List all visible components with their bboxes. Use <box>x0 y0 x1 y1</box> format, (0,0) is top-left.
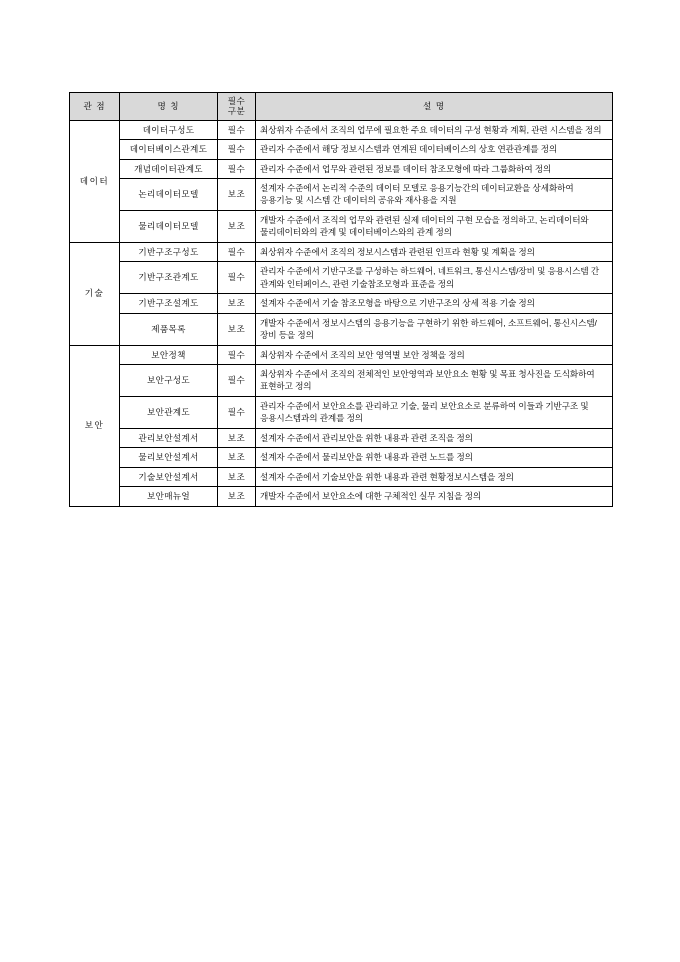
artifact-name: 논리데이터모델 <box>120 178 218 210</box>
artifact-description: 설계자 수준에서 기술보안을 위한 내용과 관련 현황정보시스템을 정의 <box>256 467 613 486</box>
table-row <box>70 364 613 396</box>
column-header-view: 관 점 <box>70 93 120 121</box>
artifact-description: 설계자 수준에서 물리보안을 위한 내용과 관련 노드를 정의 <box>256 448 613 467</box>
artifact-description: 최상위자 수준에서 조직의 업무에 필요한 주요 데이터의 구성 현황과 계획, 관련 시스템을 정의 <box>256 120 613 139</box>
artifact-required: 보조 <box>218 428 256 447</box>
artifact-description: 최상위자 수준에서 조직의 보안 영역별 보안 정책을 정의 <box>256 345 613 364</box>
table-row <box>70 159 613 178</box>
artifact-required: 보조 <box>218 178 256 210</box>
artifact-name: 기반구조관계도 <box>120 262 218 294</box>
column-header-required-line1: 필수 <box>227 96 246 106</box>
artifact-description: 최상위자 수준에서 조직의 정보시스템과 관련된 인프라 현황 및 계획을 정의 <box>256 242 613 261</box>
view-group-label: 데이터 <box>70 120 120 242</box>
artifact-description: 관리자 수준에서 보안요소를 관리하고 기술, 물리 보안요소로 분류하여 이들과 기반구조 및 응용시스템과의 관계를 정의 <box>256 396 613 428</box>
table-row <box>70 262 613 294</box>
artifact-required: 보조 <box>218 448 256 467</box>
column-header-required-line2: 구분 <box>227 106 246 117</box>
artifact-name: 물리데이터모델 <box>120 210 218 242</box>
table-row <box>70 448 613 467</box>
table-row <box>70 428 613 447</box>
artifact-required: 필수 <box>218 140 256 159</box>
table-row <box>70 178 613 210</box>
table-row <box>70 467 613 486</box>
artifact-required: 필수 <box>218 396 256 428</box>
table-header-row <box>70 93 613 121</box>
table-body <box>70 120 613 506</box>
table-row <box>70 210 613 242</box>
column-header-description: 설 명 <box>256 93 613 121</box>
artifact-required: 필수 <box>218 345 256 364</box>
table-container <box>69 92 612 507</box>
column-header-required <box>218 93 256 121</box>
artifact-required: 보조 <box>218 467 256 486</box>
artifact-required: 필수 <box>218 120 256 139</box>
artifact-required: 보조 <box>218 210 256 242</box>
artifact-name: 보안정책 <box>120 345 218 364</box>
view-group-label: 기술 <box>70 242 120 345</box>
artifact-required: 필수 <box>218 159 256 178</box>
table-row <box>70 487 613 506</box>
table-row <box>70 120 613 139</box>
artifact-description: 관리자 수준에서 해당 정보시스템과 연계된 데이터베이스의 상호 연관관계를 정의 <box>256 140 613 159</box>
table-header <box>70 93 613 121</box>
artifact-description: 관리자 수준에서 기반구조를 구성하는 하드웨어, 네트워크, 통신시스템/장비 및 응용시스템 간 관계와 인터페이스, 관련 기술참조모형과 표준을 정의 <box>256 262 613 294</box>
artifact-name: 개념데이터관계도 <box>120 159 218 178</box>
artifact-description: 개발자 수준에서 조직의 업무와 관련된 실제 데이터의 구현 모습을 정의하고, 논리데이터와 물리데이터와의 관계 및 데이터베이스와의 관계 정의 <box>256 210 613 242</box>
artifact-required: 필수 <box>218 262 256 294</box>
artifact-name: 물리보안설계서 <box>120 448 218 467</box>
table-row <box>70 294 613 313</box>
artifact-required: 보조 <box>218 294 256 313</box>
artifact-description: 설계자 수준에서 기술 참조모형을 바탕으로 기반구조의 상세 적용 기술 정의 <box>256 294 613 313</box>
table-row <box>70 242 613 261</box>
artifact-name: 데이터구성도 <box>120 120 218 139</box>
architecture-artifacts-table <box>69 92 613 507</box>
artifact-description: 관리자 수준에서 업무와 관련된 정보를 데이터 참조모형에 따라 그룹화하여 정의 <box>256 159 613 178</box>
column-header-name: 명 칭 <box>120 93 218 121</box>
artifact-required: 보조 <box>218 313 256 345</box>
artifact-name: 데이터베이스관계도 <box>120 140 218 159</box>
artifact-required: 필수 <box>218 364 256 396</box>
table-row <box>70 396 613 428</box>
artifact-name: 기반구조설계도 <box>120 294 218 313</box>
artifact-description: 설계자 수준에서 논리적 수준의 데이터 모델로 응용기능간의 데이터교환을 상세화하여 응용기능 및 시스템 간 데이터의 공유와 재사용을 지원 <box>256 178 613 210</box>
artifact-name: 보안관계도 <box>120 396 218 428</box>
artifact-name: 관리보안설계서 <box>120 428 218 447</box>
table-row <box>70 345 613 364</box>
artifact-description: 개발자 수준에서 보안요소에 대한 구체적인 실무 지침을 정의 <box>256 487 613 506</box>
artifact-description: 개발자 수준에서 정보시스템의 응용기능을 구현하기 위한 하드웨어, 소프트웨어, 통신시스템/장비 등을 정의 <box>256 313 613 345</box>
artifact-name: 보안매뉴얼 <box>120 487 218 506</box>
artifact-description: 설계자 수준에서 관리보안을 위한 내용과 관련 조직을 정의 <box>256 428 613 447</box>
artifact-name: 기반구조구성도 <box>120 242 218 261</box>
table-row <box>70 140 613 159</box>
artifact-description: 최상위자 수준에서 조직의 전체적인 보안영역과 보안요소 현황 및 목표 청사진을 도식화하여 표현하고 정의 <box>256 364 613 396</box>
view-group-label: 보안 <box>70 345 120 506</box>
artifact-required: 필수 <box>218 242 256 261</box>
artifact-required: 보조 <box>218 487 256 506</box>
table-row <box>70 313 613 345</box>
artifact-name: 기술보안설계서 <box>120 467 218 486</box>
artifact-name: 제품목록 <box>120 313 218 345</box>
artifact-name: 보안구성도 <box>120 364 218 396</box>
